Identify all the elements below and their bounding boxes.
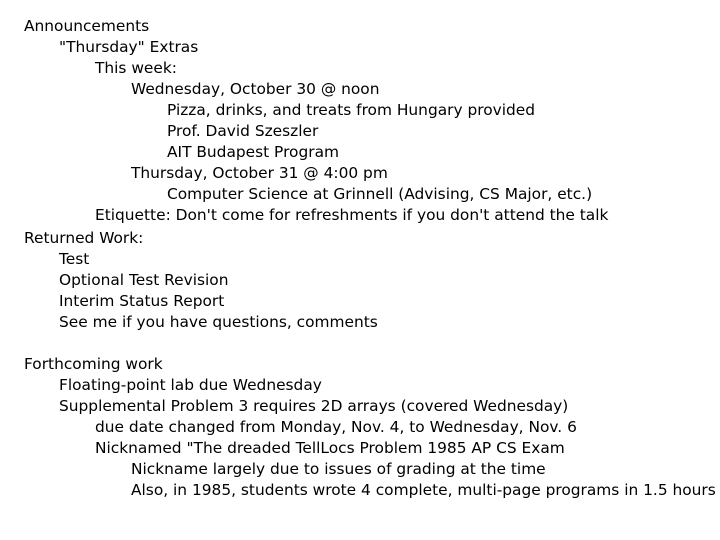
returned-work-item-revision: Optional Test Revision <box>59 271 229 289</box>
thursday-extras-item: "Thursday" Extras <box>59 38 199 56</box>
announcements-section <box>0 0 720 226</box>
returned-work-section <box>0 228 720 333</box>
nickname-detail-programs: Also, in 1985, students wrote 4 complete, multi-page programs in 1.5 hours <box>131 481 716 499</box>
this-week-item: This week: <box>95 59 177 77</box>
wednesday-detail-speaker: Prof. David Szeszler <box>167 122 319 140</box>
returned-work-item-status-report: Interim Status Report <box>59 292 225 310</box>
blank-line-spacer <box>0 333 720 354</box>
forthcoming-work-section <box>0 354 720 501</box>
thursday-detail-topic: Computer Science at Grinnell (Advising, CS Major, etc.) <box>167 185 593 203</box>
wednesday-event-title: Wednesday, October 30 @ noon <box>131 80 380 98</box>
forthcoming-supplemental-item: Supplemental Problem 3 requires 2D arrays (covered Wednesday) <box>59 397 569 415</box>
nickname-detail-grading: Nickname largely due to issues of grading at the time <box>131 460 546 478</box>
returned-work-heading: Returned Work: <box>24 229 144 247</box>
etiquette-note: Etiquette: Don't come for refreshments if you don't attend the talk <box>95 206 609 224</box>
wednesday-detail-refreshments: Pizza, drinks, and treats from Hungary provided <box>167 101 536 119</box>
thursday-event-title: Thursday, October 31 @ 4:00 pm <box>131 164 388 182</box>
forthcoming-lab-item: Floating-point lab due Wednesday <box>59 376 322 394</box>
announcements-heading: Announcements <box>24 17 150 35</box>
nickname-note: Nicknamed "The dreaded TellLocs Problem 1985 AP CS Exam <box>95 439 565 457</box>
wednesday-detail-program: AIT Budapest Program <box>167 143 339 161</box>
due-date-change-note: due date changed from Monday, Nov. 4, to Wednesday, Nov. 6 <box>95 418 577 436</box>
returned-work-item-test: Test <box>59 250 90 268</box>
returned-work-item-questions: See me if you have questions, comments <box>59 313 378 331</box>
forthcoming-work-heading: Forthcoming work <box>24 355 163 373</box>
